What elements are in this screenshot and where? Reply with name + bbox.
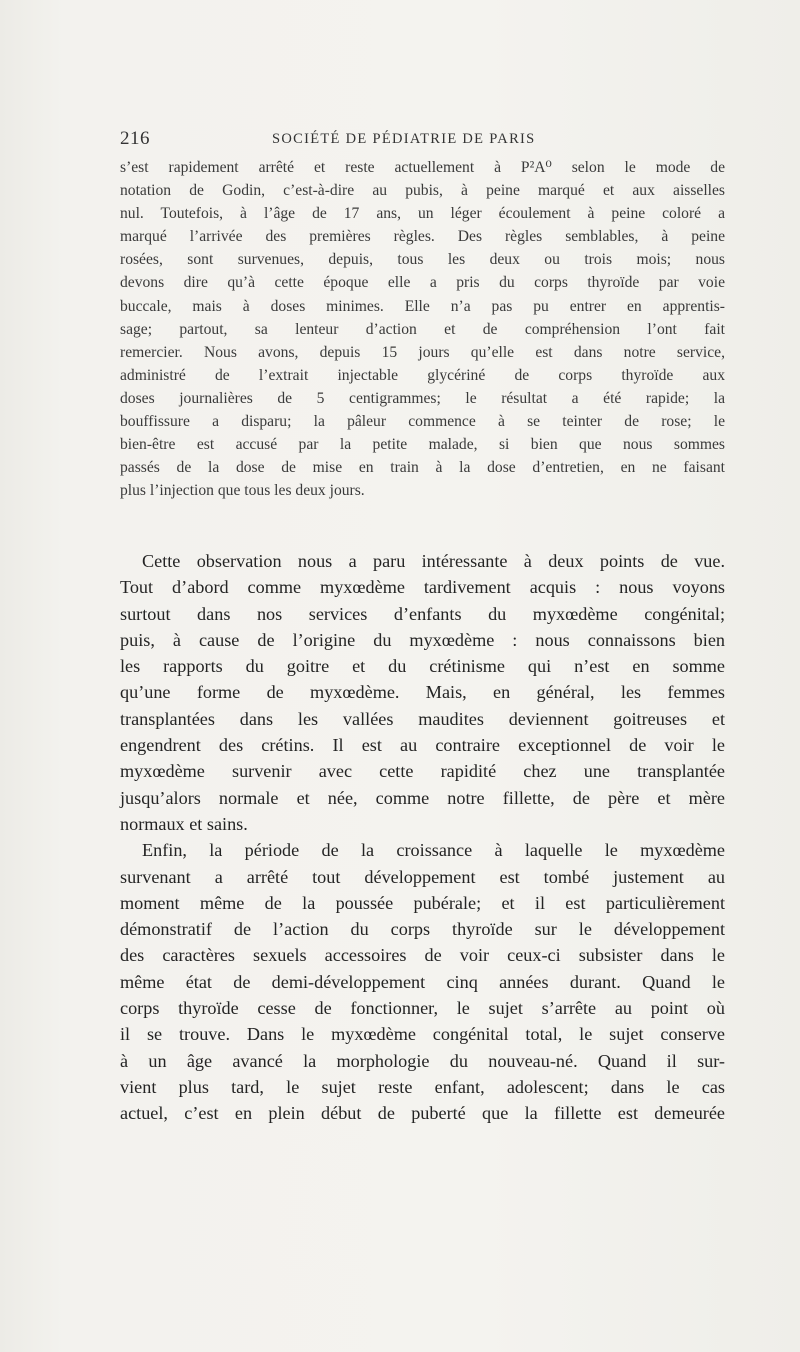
text-line: sage; partout, sa lenteur d’action et de compréhension l’ont fait bbox=[120, 320, 725, 338]
text-line: devons dire qu’à cette époque elle a pris du corps thyroïde par voie bbox=[120, 274, 725, 292]
text-line: myxœdème survenir avec cette rapidité chez une transplantée bbox=[120, 761, 725, 782]
text-line: puis, à cause de l’origine du myxœdème : nous connaissons bien bbox=[120, 629, 725, 650]
text-line: rosées, sont survenues, depuis, tous les deux ou trois mois; nous bbox=[120, 251, 725, 269]
page-header bbox=[120, 128, 725, 152]
text-line: même état de demi-développement cinq années durant. Quand le bbox=[120, 971, 725, 992]
text-line: nul. Toutefois, à l’âge de 17 ans, un léger écoulement à peine coloré a bbox=[120, 205, 725, 223]
text-line: passés de la dose de mise en train à la dose d’entretien, en ne faisant bbox=[120, 459, 725, 477]
text-line: qu’une forme de myxœdème. Mais, en général, les femmes bbox=[120, 682, 725, 703]
text-line: vient plus tard, le sujet reste enfant, adolescent; dans le cas bbox=[120, 1076, 725, 1097]
text-line: administré de l’extrait injectable glycériné de corps thyroïde aux bbox=[120, 366, 725, 384]
paragraph-puberty bbox=[120, 837, 725, 1126]
text-line: à un âge avancé la morphologie du nouveau-né. Quand il sur- bbox=[120, 1050, 725, 1071]
text-line: moment même de la poussée pubérale; et il est particulièrement bbox=[120, 892, 725, 913]
text-line: des caractères sexuels accessoires de voir ceux-ci subsister dans le bbox=[120, 945, 725, 966]
text-line: corps thyroïde cesse de fonctionner, le sujet s’arrête au point où bbox=[120, 998, 725, 1019]
text-line: il se trouve. Dans le myxœdème congénital total, le sujet conserve bbox=[120, 1024, 725, 1045]
text-line: transplantées dans les vallées maudites deviennent goitreuses et bbox=[120, 708, 725, 729]
text-line: bien-être est accusé par la petite malade, si bien que nous sommes bbox=[120, 436, 725, 454]
text-line: Tout d’abord comme myxœdème tardivement acquis : nous voyons bbox=[120, 577, 725, 598]
text-line: normaux et sains. bbox=[120, 813, 248, 834]
text-line: s’est rapidement arrêté et reste actuellement à P²A⁰ selon le mode de bbox=[120, 159, 725, 176]
paragraph-observation-end bbox=[120, 156, 725, 502]
running-title: SOCIÉTÉ DE PÉDIATRIE DE PARIS bbox=[272, 131, 536, 147]
text-line: marqué l’arrivée des premières règles. Des règles semblables, à peine bbox=[120, 228, 725, 246]
text-line: Enfin, la période de la croissance à laquelle le myxœdème bbox=[142, 840, 725, 861]
text-line: plus l’injection que tous les deux jours. bbox=[120, 482, 365, 500]
text-line: buccale, mais à doses minimes. Elle n’a pas pu entrer en apprentis- bbox=[120, 297, 725, 315]
text-line: actuel, c’est en plein début de puberté que la fillette est demeurée bbox=[120, 1103, 725, 1124]
text-line: remercier. Nous avons, depuis 15 jours qu’elle est dans notre service, bbox=[120, 343, 725, 361]
text-line: démonstratif de l’action du corps thyroïde sur le développement bbox=[120, 919, 725, 940]
text-line: doses journalières de 5 centigrammes; le résultat a été rapide; la bbox=[120, 389, 725, 407]
text-line: bouffissure a disparu; la pâleur commence à se teinter de rose; le bbox=[120, 413, 725, 431]
commentary-section bbox=[120, 548, 725, 1127]
text-line: notation de Godin, c’est-à-dire au pubis, à peine marqué et aux aisselles bbox=[120, 182, 725, 200]
text-line: engendrent des crétins. Il est au contraire exceptionnel de voir le bbox=[120, 735, 725, 756]
text-line: survenant a arrêté tout développement est tombé justement au bbox=[120, 866, 725, 887]
paragraph-interest bbox=[120, 548, 725, 837]
text-line: les rapports du goitre et du crétinisme qui n’est en somme bbox=[120, 656, 725, 677]
text-line: surtout dans nos services d’enfants du myxœdème congénital; bbox=[120, 603, 725, 624]
page-number: 216 bbox=[120, 128, 150, 149]
text-line: jusqu’alors normale et née, comme notre fillette, de père et mère bbox=[120, 787, 725, 808]
text-line: Cette observation nous a paru intéressante à deux points de vue. bbox=[142, 551, 725, 571]
